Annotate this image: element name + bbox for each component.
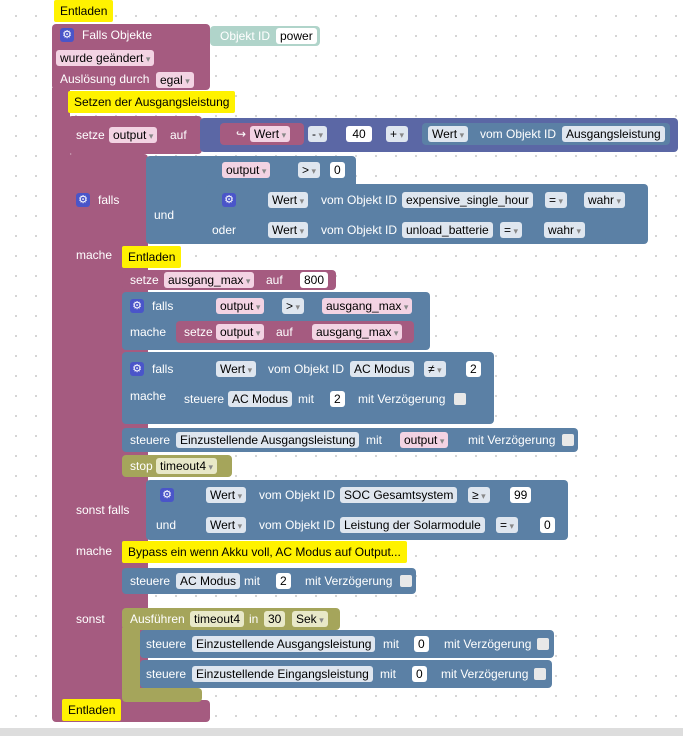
gear-icon[interactable]: ⚙: [222, 193, 236, 207]
if-ac-object[interactable]: AC Modus: [350, 361, 414, 377]
if-ac-value[interactable]: Wert ▾: [216, 361, 256, 377]
object-id-label: Objekt ID: [220, 29, 271, 43]
from-object-label: vom Objekt ID: [480, 127, 557, 141]
changed-dropdown[interactable]: wurde geändert ▾: [56, 50, 154, 66]
elseif-object2[interactable]: Leistung der Solarmodule: [340, 517, 485, 533]
else-label: sonst: [76, 612, 105, 626]
elseif-rhs[interactable]: 99: [510, 487, 531, 503]
if-max-rhs[interactable]: ausgang_max ▾: [322, 298, 412, 314]
timeout-unit[interactable]: Sek ▾: [292, 611, 328, 627]
cond2-value[interactable]: Wert ▾: [268, 192, 308, 208]
timeout-spine: [122, 628, 140, 692]
return-icon: ↪: [236, 127, 247, 141]
cond2-rhs[interactable]: wahr ▾: [584, 192, 625, 208]
gear-icon[interactable]: ⚙: [130, 299, 144, 313]
delay-checkbox[interactable]: [537, 638, 549, 650]
delay-checkbox[interactable]: [562, 434, 574, 446]
and-label: und: [154, 208, 175, 222]
set-label: setze: [76, 128, 105, 142]
elseif-object[interactable]: SOC Gesamtsystem: [340, 487, 457, 503]
control-value[interactable]: 0: [414, 636, 429, 652]
in-label: in: [249, 612, 259, 626]
delay-checkbox[interactable]: [534, 668, 546, 680]
horizontal-scrollbar[interactable]: [0, 728, 683, 736]
if-ac-from: vom Objekt ID: [268, 362, 345, 376]
control-value[interactable]: 0: [412, 666, 427, 682]
if-label: falls: [98, 193, 120, 207]
elseif-op2[interactable]: = ▾: [496, 517, 518, 533]
with-label: mit: [383, 637, 399, 651]
trigger-title: Falls Objekte: [82, 28, 153, 42]
timeout-amount[interactable]: 30: [264, 611, 285, 627]
gear-icon[interactable]: ⚙: [160, 488, 174, 502]
if-max-set-var[interactable]: output ▾: [216, 324, 264, 340]
control-label: steuere: [146, 667, 187, 681]
delay-label: mit Verzögerung: [441, 667, 529, 681]
plus-dropdown[interactable]: + ▾: [386, 126, 408, 142]
do-label: mache: [130, 389, 167, 403]
if-max-set-val[interactable]: ausgang_max ▾: [312, 324, 402, 340]
delay-label: mit Verzögerung: [358, 392, 446, 406]
control-label: steuere: [184, 392, 225, 406]
run-label: Ausführen: [130, 612, 185, 626]
number-field[interactable]: 40: [346, 126, 372, 142]
object-field[interactable]: Ausgangsleistung: [562, 126, 665, 142]
and-label: und: [156, 518, 177, 532]
else-if-label: sonst falls: [76, 503, 130, 517]
elseif-op[interactable]: ≥ ▾: [468, 487, 490, 503]
elseif-value2[interactable]: Wert ▾: [206, 517, 246, 533]
cond3-object[interactable]: unload_batterie: [402, 222, 493, 238]
cond3-op[interactable]: = ▾: [500, 222, 522, 238]
cond2-from: vom Objekt ID: [321, 193, 398, 207]
gear-icon[interactable]: ⚙: [130, 362, 144, 376]
cond1-op[interactable]: > ▾: [298, 162, 320, 178]
control-label: steuere: [146, 637, 187, 651]
gear-icon[interactable]: ⚙: [76, 193, 90, 207]
to-label: auf: [266, 273, 283, 287]
cond1-var[interactable]: output ▾: [222, 162, 270, 178]
if-ac-rhs[interactable]: 2: [466, 361, 481, 377]
value-dropdown[interactable]: Wert ▾: [250, 126, 290, 142]
cond2-object[interactable]: expensive_single_hour: [402, 192, 533, 208]
or-label: oder: [212, 223, 237, 237]
do-label: mache: [76, 248, 113, 262]
control-value[interactable]: output ▾: [400, 432, 448, 448]
minus-dropdown[interactable]: - ▾: [308, 126, 327, 142]
cond1-value[interactable]: 0: [330, 162, 345, 178]
trigger-by-label: Auslösung durch: [60, 72, 150, 86]
timeout-footer: [122, 688, 202, 702]
gear-icon[interactable]: ⚙: [60, 28, 74, 42]
set-var-dropdown[interactable]: output ▾: [109, 127, 157, 143]
delay-label: mit Verzögerung: [444, 637, 532, 651]
value2-dropdown[interactable]: Wert ▾: [428, 126, 468, 142]
control-value[interactable]: 2: [276, 573, 291, 589]
delay-checkbox[interactable]: [454, 393, 466, 405]
elseif-from2: vom Objekt ID: [259, 518, 336, 532]
stop-timer[interactable]: timeout4 ▾: [156, 458, 217, 474]
control-value[interactable]: 2: [330, 391, 345, 407]
delay-label: mit Verzögerung: [468, 433, 556, 447]
set-label: setze: [130, 273, 159, 287]
cond2-op[interactable]: = ▾: [545, 192, 567, 208]
control-object[interactable]: AC Modus: [228, 391, 292, 407]
comment-output-power[interactable]: Setzen der Ausgangsleistung: [68, 91, 235, 113]
elseif-value[interactable]: Wert ▾: [206, 487, 246, 503]
control-label: steuere: [130, 574, 171, 588]
if-label: falls: [152, 299, 174, 313]
do-label: mache: [76, 544, 113, 558]
timeout-timer[interactable]: timeout4: [190, 611, 244, 627]
control-object[interactable]: Einzustellende Eingangsleistung: [192, 666, 373, 682]
elseif-from: vom Objekt ID: [259, 488, 336, 502]
object-id-field[interactable]: power: [276, 28, 317, 44]
if-max-op[interactable]: > ▾: [282, 298, 304, 314]
with-label: mit: [298, 392, 314, 406]
with-label: mit: [366, 433, 382, 447]
cond3-from: vom Objekt ID: [321, 223, 398, 237]
cond3-value[interactable]: Wert ▾: [268, 222, 308, 238]
to-label: auf: [276, 325, 293, 339]
cond3-rhs[interactable]: wahr ▾: [544, 222, 585, 238]
set-max-var[interactable]: ausgang_max ▾: [164, 272, 254, 288]
delay-checkbox[interactable]: [400, 575, 412, 587]
trigger-value-dropdown[interactable]: egal ▾: [156, 72, 194, 88]
control-object[interactable]: Einzustellende Ausgangsleistung: [192, 636, 375, 652]
control-object[interactable]: Einzustellende Ausgangsleistung: [176, 432, 359, 448]
do-label: mache: [130, 325, 167, 339]
top-comment[interactable]: Entladen: [54, 0, 113, 22]
if-ac-op[interactable]: ≠ ▾: [424, 361, 446, 377]
if-label: falls: [152, 362, 174, 376]
set-label: setze: [184, 325, 213, 339]
discharge-comment[interactable]: Entladen: [122, 246, 181, 268]
bottom-comment[interactable]: Entladen: [62, 699, 121, 721]
with-label: mit: [380, 667, 396, 681]
delay-label: mit Verzögerung: [305, 574, 393, 588]
with-label: mit: [244, 574, 260, 588]
control-object[interactable]: AC Modus: [176, 573, 240, 589]
if-max-var[interactable]: output ▾: [216, 298, 264, 314]
set-max-value[interactable]: 800: [300, 272, 328, 288]
control-label: steuere: [130, 433, 171, 447]
elseif-rhs2[interactable]: 0: [540, 517, 555, 533]
stop-label: stop: [130, 459, 153, 473]
bypass-comment[interactable]: Bypass ein wenn Akku voll, AC Modus auf Output...: [122, 541, 407, 563]
to-label: auf: [170, 128, 187, 142]
